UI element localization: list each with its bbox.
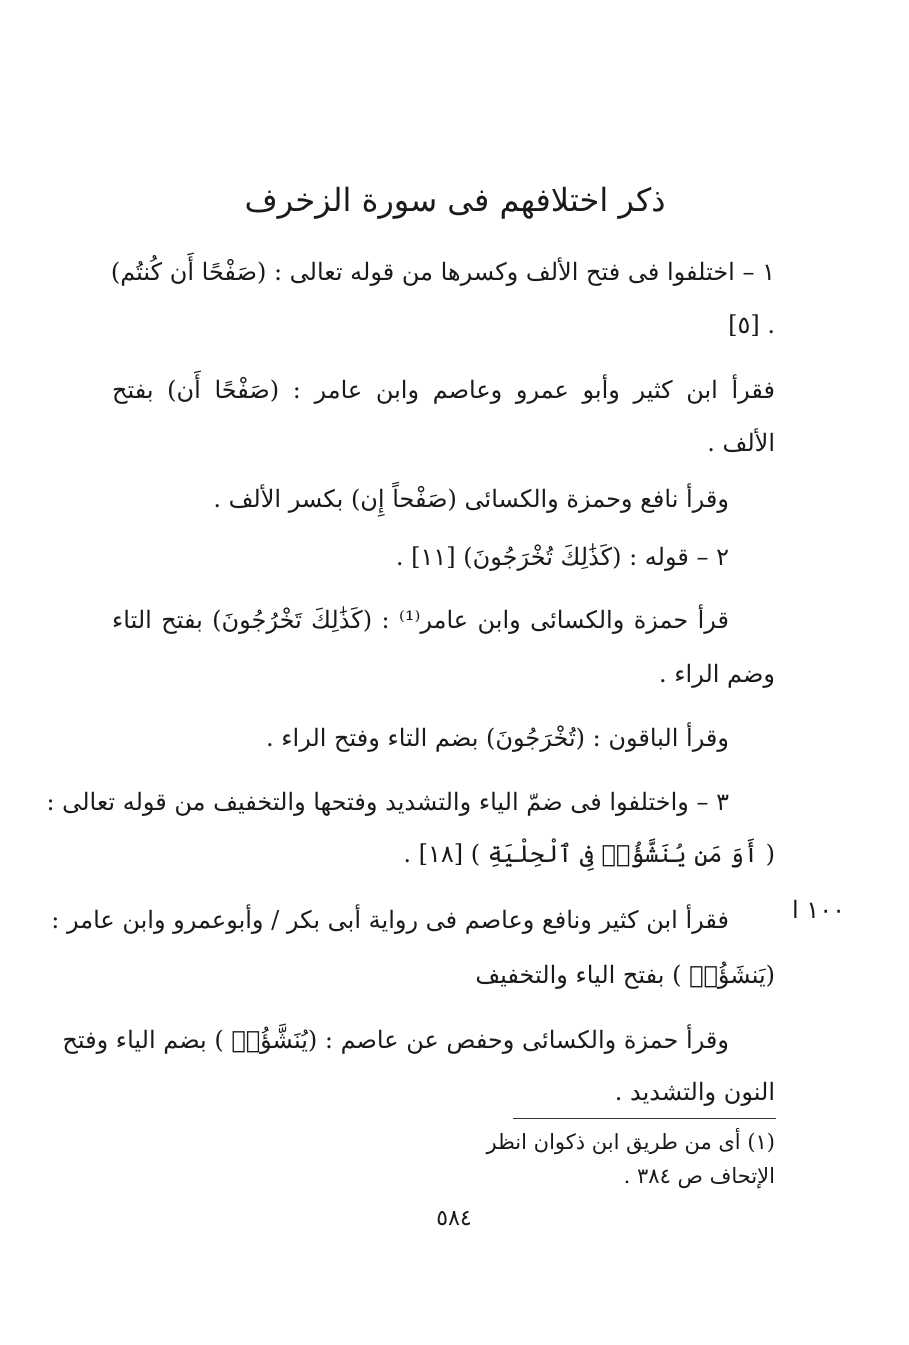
text-line-2: . [٥]: [728, 311, 775, 339]
text-line-11: ( أَوَ مَن يُنَشَّؤُا۟ فِى ٱلْحِلْيَةِ ) [١٨] .: [403, 840, 775, 868]
footnote-line-2: الإتحاف ص ٣٨٤ .: [623, 1164, 775, 1188]
footnote-line-1: (١) أى من طريق ابن ذكوان انظر: [486, 1130, 775, 1154]
text-line-10: ٣ – واختلفوا فى ضمّ الياء والتشديد وفتحها والتخفيف من قوله تعالى :: [46, 788, 729, 816]
text-line-12: فقرأ ابن كثير ونافع وعاصم فى رواية أبى بكر / وأبوعمرو وابن عامر :: [51, 906, 729, 934]
footnote-divider: [513, 1118, 776, 1119]
text-line-7: قرأ حمزة والكسائى وابن عامر⁽¹⁾ : (كَذَٰلِكَ تَخْرُجُونَ) بفتح التاء: [112, 606, 730, 634]
text-line-15: النون والتشديد .: [614, 1078, 775, 1106]
margin-page-marker: ١٠٠ ا: [792, 896, 845, 924]
text-line-1: ١ – اختلفوا فى فتح الألف وكسرها من قوله تعالى : (صَفْحًا أَن كُنتُم): [110, 258, 775, 286]
chapter-heading: ذكر اختلافهم فى سورة الزخرف: [244, 181, 666, 219]
text-line-6: ٢ – قوله : (كَذَٰلِكَ تُخْرَجُونَ) [١١] .: [395, 543, 729, 571]
text-line-5: وقرأ نافع وحمزة والكسائى (صَفْحاً إِن) بكسر الألف .: [213, 485, 729, 513]
text-line-3: فقرأ ابن كثير وأبو عمرو وعاصم وابن عامر : (صَفْحًا أَن) بفتح: [112, 376, 775, 404]
text-line-8: وضم الراء .: [658, 660, 775, 688]
text-line-14: وقرأ حمزة والكسائى وحفص عن عاصم : (يُنَشَّؤُا۟ ) بضم الياء وفتح: [62, 1026, 729, 1054]
text-line-9: وقرأ الباقون : (تُخْرَجُونَ) بضم التاء وفتح الراء .: [265, 724, 729, 752]
page-number: ٥٨٤: [436, 1206, 472, 1231]
text-line-13: (يَنشَؤُا۟ ) بفتح الياء والتخفيف: [475, 961, 775, 989]
text-line-4: الألف .: [707, 429, 775, 457]
